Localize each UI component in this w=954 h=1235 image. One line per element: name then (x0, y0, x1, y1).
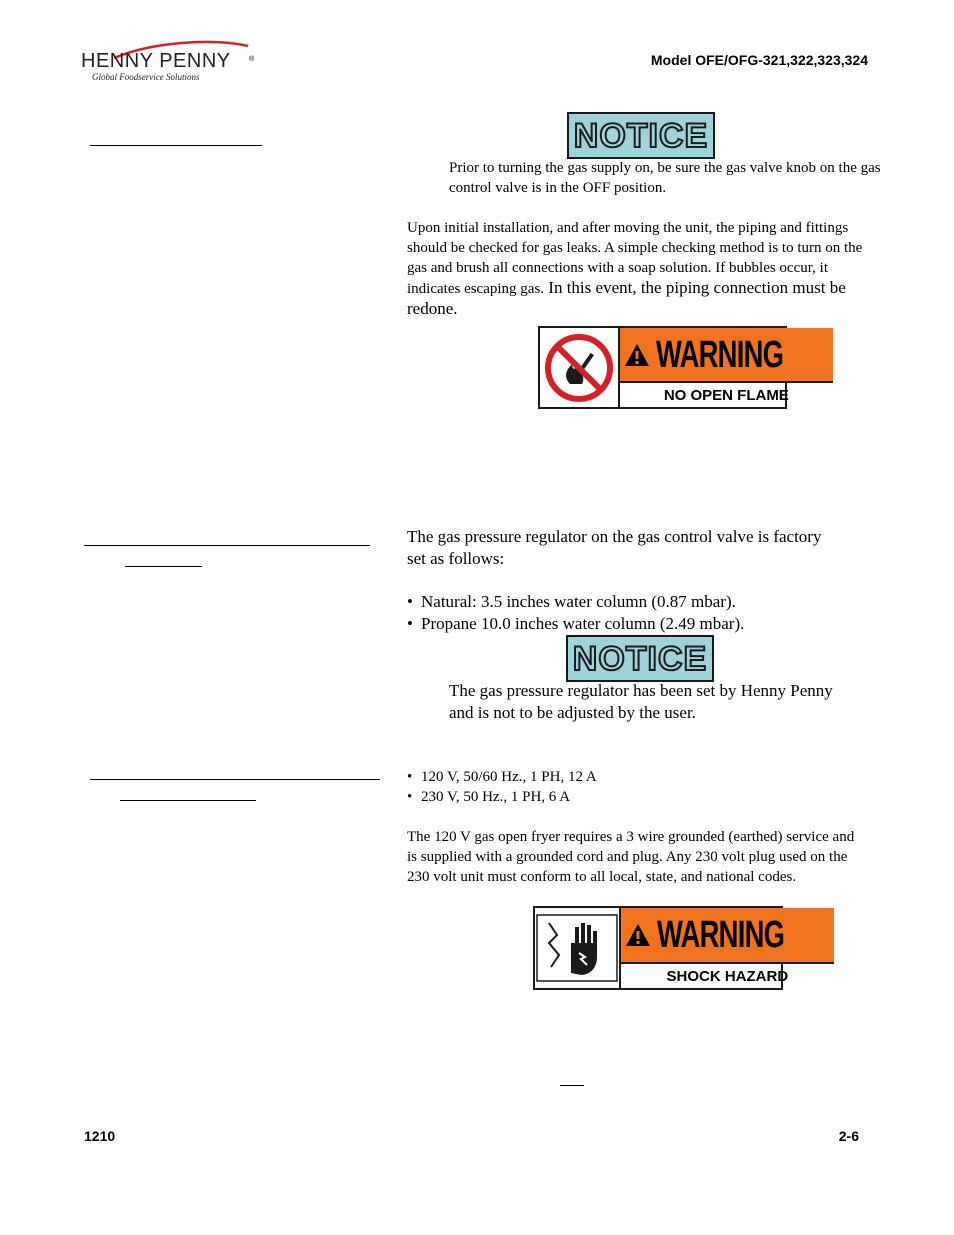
shock-pictogram (535, 908, 621, 988)
section-rule-3a (90, 779, 380, 780)
warning-banner-1 (620, 328, 833, 383)
notice-2-text: The gas pressure regulator has been set by Henny Penny and is not to be adjusted by the user. (449, 681, 833, 722)
leak-check-text-small: Upon initial installation, and after moving the unit, the piping and fittings should be checked for gas leaks. A simple checking method is to turn on the gas and brush all connections with a soap solution. If bubbles occur, it indicates escaping gas. (407, 220, 863, 297)
section-rule-2a (84, 545, 370, 546)
section-rule-1 (90, 145, 262, 146)
warning-no-open-flame (538, 326, 787, 409)
notice-label-2 (566, 635, 714, 682)
notice-label-1 (567, 112, 715, 159)
warning-triangle-icon (625, 923, 651, 947)
logo-registered-mark: ® (249, 56, 255, 63)
leak-check-text (407, 218, 877, 320)
no-flame-pictogram (540, 328, 620, 407)
warning-caption-2: SHOCK HAZARD (666, 967, 789, 985)
notice-label-1-text: NOTICE (573, 116, 709, 155)
footer-page-number: 2-6 (838, 1128, 859, 1144)
warning-word-1: WARNING (656, 333, 784, 376)
warning-triangle-icon (624, 343, 650, 367)
section-rule-2b (125, 566, 202, 567)
company-logo: HENNY PENNY (81, 50, 231, 72)
logo-tagline: Global Foodservice Solutions (92, 72, 200, 82)
regulator-bullet-propane: • Propane 10.0 inches water column (2.49 mbar). (407, 613, 877, 635)
bottom-rule (560, 1085, 584, 1086)
regulator-list (407, 591, 877, 634)
notice-1-text: Prior to turning the gas supply on, be sure the gas valve knob on the gas control valve is in the OFF position. (449, 160, 881, 196)
regulator-intro: The gas pressure regulator on the gas control valve is factory set as follows: (407, 527, 822, 568)
leak-check-text-large: In this event, the piping connection must be redone. (407, 278, 846, 318)
warning-caption-1: NO OPEN FLAME (663, 386, 789, 404)
warning-word-2: WARNING (657, 914, 785, 956)
model-number: Model OFE/OFG-321,322,323,324 (650, 52, 868, 68)
warning-shock-hazard (533, 906, 789, 990)
electrical-bullet-230v: • 230 V, 50 Hz., 1 PH, 6 A (407, 787, 877, 807)
footer-revision: 1210 (84, 1128, 116, 1144)
electrical-text: The 120 V gas open fryer requires a 3 wire grounded (earthed) service and is supplied with a grounded cord and plug. Any 230 volt plug used on the 230 volt unit must conform to all local, state, and national codes. (407, 829, 855, 885)
no-open-flame-icon (540, 332, 618, 404)
electrical-bullet-120v: • 120 V, 50/60 Hz., 1 PH, 12 A (407, 767, 877, 787)
notice-label-2-text: NOTICE (572, 639, 708, 678)
section-rule-3b (120, 800, 256, 801)
regulator-bullet-natural: • Natural: 3.5 inches water column (0.87 mbar). (407, 591, 877, 613)
warning-banner-2 (621, 908, 834, 964)
electrical-list (407, 767, 877, 807)
electric-shock-hand-icon (535, 913, 619, 983)
